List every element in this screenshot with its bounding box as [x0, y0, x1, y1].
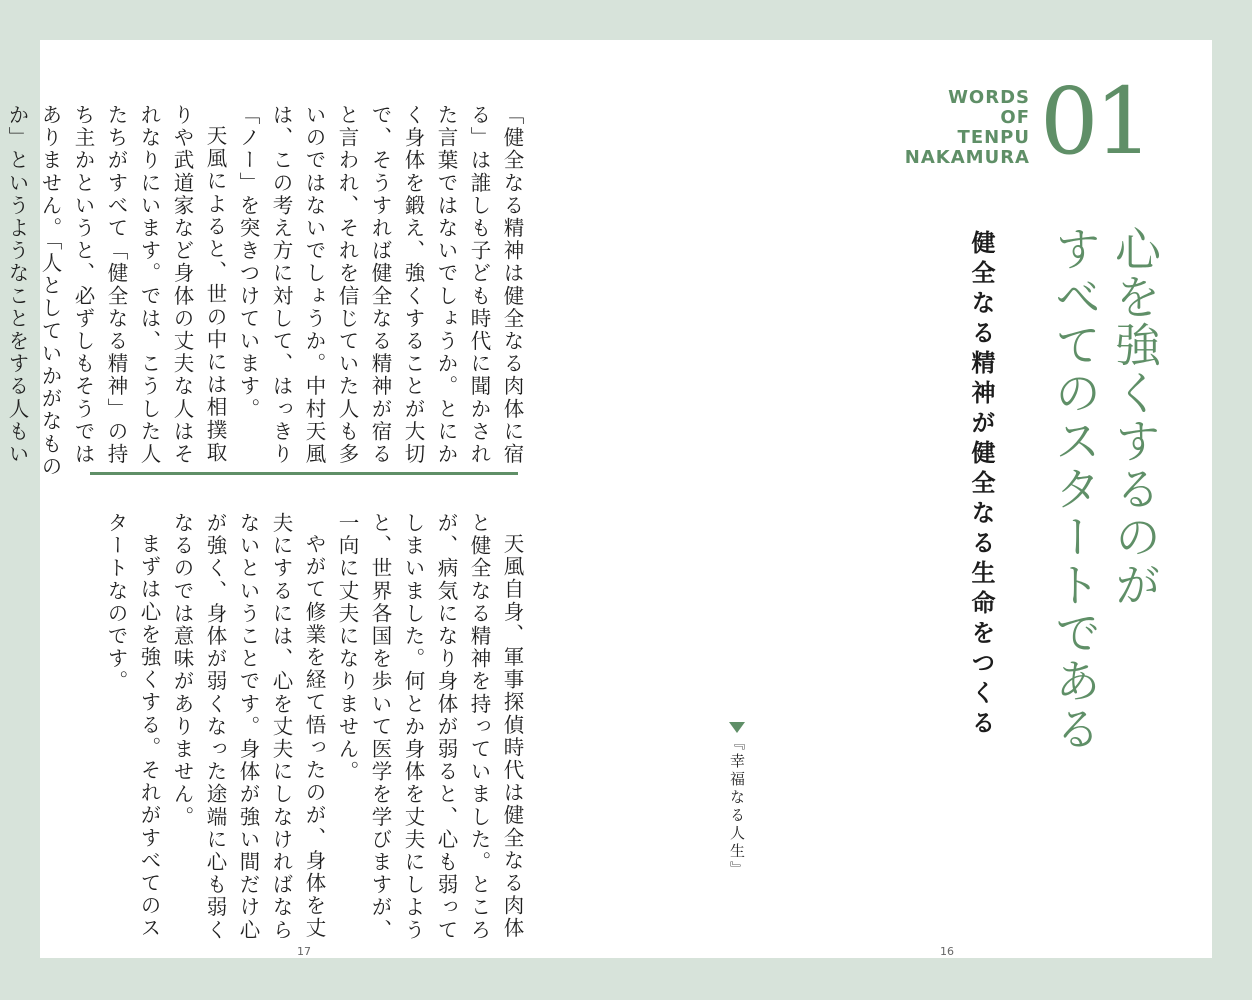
series-label-line: OF [1000, 107, 1030, 128]
paragraph: 天風によると、世の中には相撲取りや武道家など身体の丈夫な人はそれなりにいます。では、こうした人たちがすべて「健全なる精神」の持ち主かというと、必ずしもそうではありません。「人としていかがなものか」というようなことをする人もい [5, 104, 227, 478]
book-spread [5, 40, 1212, 958]
triangle-marker-icon [729, 722, 745, 733]
body-text-lower [88, 512, 528, 952]
column-divider [90, 472, 518, 475]
body-text-upper [5, 104, 528, 484]
page-number-right: 16 [940, 945, 954, 958]
paragraph: 天風自身、軍事探偵時代は健全なる肉体と健全なる精神を持っていました。ところが、病気になり身体が弱ると、心も弱ってしまいました。何とか身体を丈夫にしようと、世界各国を歩いて医学を学びますが、一向に丈夫になりません。 [335, 512, 524, 942]
series-label-line: NAKAMURA [904, 147, 1030, 168]
series-label-line: WORDS [948, 87, 1030, 108]
page-subtitle: 健全なる精神が健全なる生命をつくる [967, 230, 995, 740]
title-line: すべてのスタートである [1048, 225, 1102, 753]
page-number-left: 17 [297, 945, 311, 958]
paragraph: やがて修業を経て悟ったのが、身体を丈夫にするには、心を丈夫にしなければならないということです。身体が強い間だけ心が強く、身体が弱くなった途端に心も弱くなるのでは意味がありません。 [170, 512, 326, 942]
paragraph: まずは心を強くする。それがすべてのスタートなのです。 [104, 512, 161, 940]
series-label-line: TENPU [957, 127, 1030, 148]
paragraph: 「健全なる精神は健全なる肉体に宿る」は誰しも子ども時代に聞かされた言葉ではないでしょうか。とにかく身体を鍛え、強くすることが大切で、そうすれば健全なる精神が宿ると言われ、それを信じていた人も多いのではないでしょうか。中村天風は、この考え方に対して、はっきり「ノー」を突きつけています。 [236, 104, 524, 466]
title-line: 心を強くするのが [1108, 225, 1162, 609]
series-label [888, 88, 1030, 168]
source-citation: 『幸福なる人生』 [728, 735, 746, 879]
page-title [1045, 225, 1165, 785]
chapter-number: 01 [1040, 68, 1150, 175]
